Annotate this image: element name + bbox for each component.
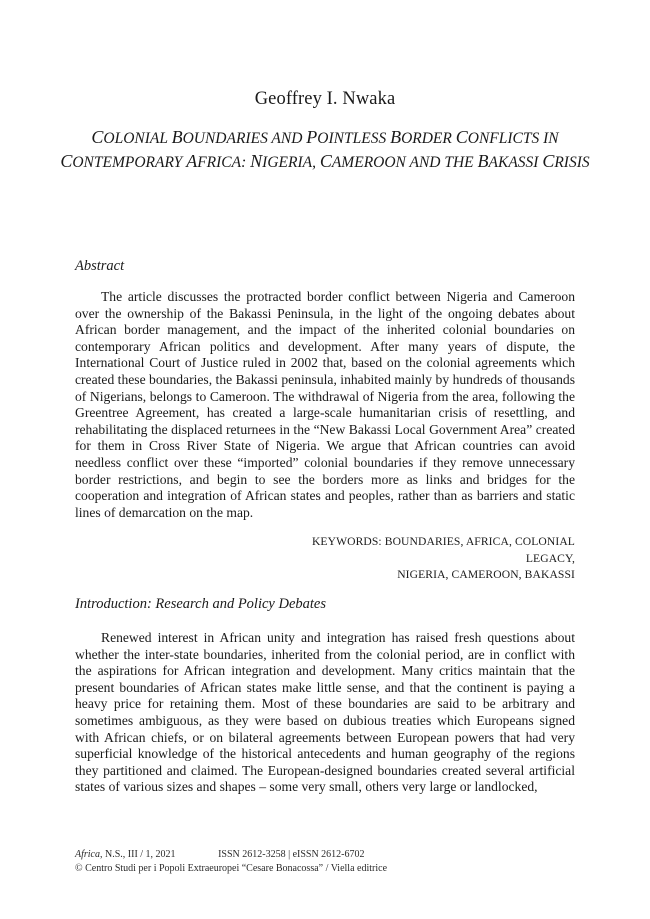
footer-series: , N.S., III / 1, 2021	[100, 849, 176, 860]
title-segment: B	[477, 151, 489, 171]
title-segment: C	[319, 151, 332, 171]
title-segment: N	[250, 151, 263, 171]
introduction-heading: Introduction: Research and Policy Debates	[75, 596, 326, 612]
title-segment: IGERIA,	[262, 154, 320, 171]
title-segment: ORDER	[401, 130, 456, 147]
title-segment: OLONIAL	[103, 130, 172, 147]
keywords	[300, 534, 575, 584]
footer-journal: Africa	[75, 849, 100, 860]
title-segment: ONFLICTS IN	[467, 130, 559, 147]
title-segment: A	[186, 151, 198, 171]
footer-citation	[75, 848, 575, 862]
title-segment: C	[542, 151, 555, 171]
keywords-line-2: NIGERIA, CAMEROON, BAKASSI	[397, 568, 575, 582]
introduction-text: Renewed interest in African unity and integration has raised fresh questions about whether the inter-state boundaries, inherited from the colonial period, are in conflict with the aspirations for African integration and development. Many critics maintain that the present boundaries of African states make little sense, and that the continent is paying a heavy price for retaining them. Most of these boundaries are said to be arbitrary and sometimes ambiguous, as they were based on dubious treaties which Europeans signed with African chiefs, or on bilateral agreements between European powers that had very superficial knowledge of the historical antecedents and human geography of the regions they partitioned and claimed. The European-designed boundaries created several artificial states of various sizes and shapes – some very small, others very large or landlocked,	[75, 630, 575, 795]
title-segment: C	[91, 127, 104, 147]
footer-issn: ISSN 2612-3258 | eISSN 2612-6702	[218, 849, 365, 860]
title-segment: RISIS	[554, 154, 590, 171]
title-segment: OUNDARIES AND	[182, 130, 307, 147]
title-segment: C	[455, 127, 468, 147]
article-title-line-2	[60, 150, 590, 174]
footer-copyright: © Centro Studi per i Popoli Extraeuropei “Cesare Bonacossa” / Viella editrice	[75, 863, 388, 874]
abstract-heading: Abstract	[75, 258, 125, 274]
title-segment: C	[60, 151, 73, 171]
author-name: Geoffrey I. Nwaka	[254, 89, 396, 109]
page-footer	[75, 848, 575, 876]
title-segment: AKASSI	[488, 154, 543, 171]
title-segment: OINTLESS	[317, 130, 391, 147]
title-segment: FRICA:	[197, 154, 251, 171]
keywords-line-1: KEYWORDS: BOUNDARIES, AFRICA, COLONIAL LEGACY,	[311, 535, 575, 565]
title-segment: AMEROON AND THE	[331, 154, 478, 171]
abstract-text: The article discusses the protracted border conflict between Nigeria and Cameroon over the ownership of the Bakassi Peninsula, in the light of the ongoing debates about African border management, and the impact of the inherited colonial boundaries on contemporary African politics and development. After many years of dispute, the International Court of Justice ruled in 2002 that, based on the colonial agreements which created these boundaries, the Bakassi peninsula, inhabited mainly by hundreds of thousands of Nigerians, belongs to Cameroon. The withdrawal of Nigeria from the area, following the Greentree Agreement, has created a large-scale humanitarian crisis of resettling, and rehabilitating the displaced returnees in the “New Bakassi Local Government Area” created for them in Cross River State of Nigeria. We argue that African countries can avoid needless conflict over these “imported” colonial boundaries if they remove unnecessary border restrictions, and begin to see the borders more as links and bridges for the cooperation and integration of African states and peoples, rather than as barriers and static lines of demarcation on the map.	[75, 289, 575, 520]
article-title	[60, 126, 590, 174]
title-segment: ONTEMPORARY	[72, 154, 187, 171]
title-segment: B	[390, 127, 402, 147]
title-segment: B	[171, 127, 183, 147]
article-title-line-1	[60, 126, 590, 150]
title-segment: P	[306, 127, 318, 147]
